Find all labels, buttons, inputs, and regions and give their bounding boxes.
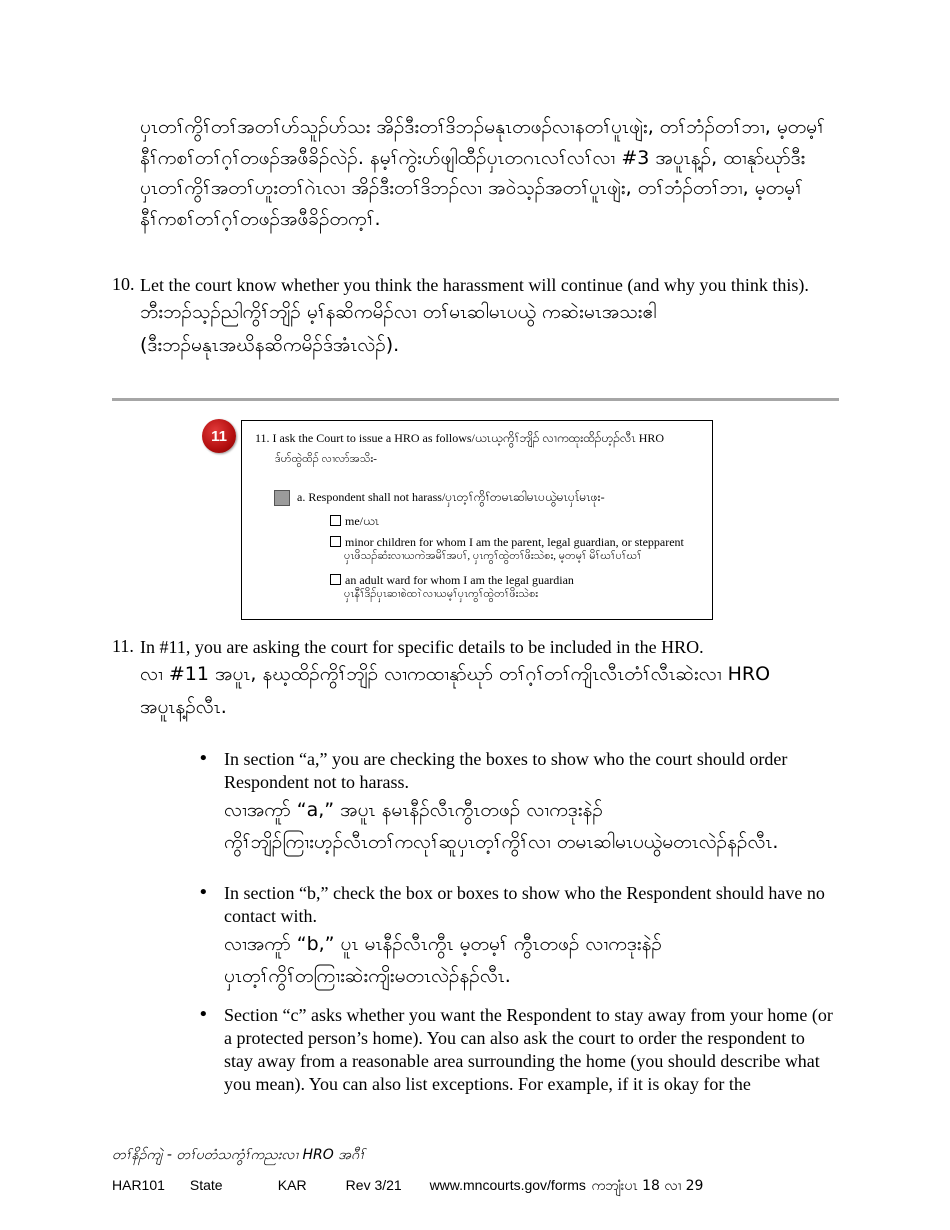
form-heading-en: 11. I ask the Court to issue a HRO as follows/ယၤယ့ကွိၢ်ဘျိၣ် လၢကထုးထိၣ်ဟ့ၣ်လီၤ HRO — [255, 431, 665, 445]
footer-language: KAR — [277, 1177, 307, 1193]
form-excerpt-image — [241, 420, 713, 620]
footer-revision: Rev 3/21 — [345, 1177, 402, 1193]
paragraph-line: ပှၤတၢ်ကွိၢ်တၢ်အတၢ်ဟ်သူၣ်ဟ်သး အိၣ်ဒီးတၢ်ဒိဘၣ်မနုၤတဖၣ်လၢနတၢ်ပူၤဖျဲး, တၢ်ဘံၣ်တၢ်ဘၢ, မ့တမ့ၢ် — [140, 116, 825, 138]
bullet-icon: • — [198, 882, 209, 903]
bullet-section-c — [198, 1004, 838, 1096]
checkbox-icon — [330, 574, 341, 585]
instruction-item-10 — [112, 274, 842, 362]
item-text-kar: (ဒီးဘၣ်မနုၤအဃိနဆိကမိၣ်ဒ်အံၤလဲၣ်). — [140, 334, 400, 356]
footer-form-id: HAR101 — [112, 1177, 165, 1193]
item-text-en: In #11, you are asking the court for specific details to be included in the HRO. — [140, 637, 704, 657]
item-number-badge: 11 — [202, 419, 236, 453]
item-text-kar: လၢ #11 အပူၤ, နဃ့ထိၣ်ကွိၢ်ဘျိၣ် လၢကထၢနုာ်ဃုာ် တၢ်ဂ့ၢ်တၢ်ကျိၤလီၤတံၢ်လီၤဆဲးလၢ HRO — [140, 663, 771, 685]
bullet-icon: • — [198, 1004, 209, 1025]
item-number: 11. — [112, 636, 134, 656]
form-suboption-ward — [330, 573, 574, 587]
form-suboption-minor-kar: ပှၤဖိသၣ်ဆံးလၢယကဲအမိၢ်အပၢ်, ပှၤကွၢ်ထွဲတၢ်ဖိးသဲစး, မ့တမ့ၢ် မိၢ်ဃၢ်ပၢ်ဃၢ် — [344, 550, 642, 562]
checkbox-option-a — [274, 490, 290, 506]
item-text-kar: ဘီးဘၣ်သ့ၣ်ညါကွိၢ်ဘျိၣ် မ့ၢ်နဆိကမိၣ်လၢ တၢ်မၤဆါမၤပယွဲ ကဆဲးမၤအသးဧါ — [140, 301, 657, 323]
item-text-kar: အပူၤန့ၣ်လီၤ. — [140, 696, 227, 718]
page-footer — [112, 1145, 703, 1197]
bullet-text-en: Section “c” asks whether you want the Respondent to stay away from your home (or a protected person’s home). You can also ask the court to order the respondent to stay away from a reasonable area surrounding the home (you should describe what you mean). You can also list exceptions. For example, if it is okay for the — [224, 1005, 833, 1094]
form-suboption-minor — [330, 535, 684, 549]
suboption-label: me/ယၤ — [345, 514, 380, 528]
instruction-item-11 — [112, 636, 842, 724]
checkbox-icon — [330, 536, 341, 547]
item-text-en: Let the court know whether you think the harassment will continue (and why you think this). — [140, 275, 809, 295]
paragraph-line: ပှၤတၢ်ကွိၢ်အတၢ်ဟူးတၢ်ဂဲၤလၢ အိၣ်ဒီးတၢ်ဒိဘၣ်လၢ အဝဲသ့ၣ်အတၢ်ပူၤဖျဲး, တၢ်ဘံၣ်တၢ်ဘၢ, မ့တမ့ၢ် — [140, 177, 803, 199]
form-heading-kar: ဒ်ဟ်ထွဲထိၣ် လၢလာ်အသိး- — [275, 453, 377, 465]
form-option-a: a. Respondent shall not harass/ပှၤတ့ၢ်ကွိၢ်တမၤဆါမၤပယွဲမၤပှၤ်မၤဖုး- — [297, 490, 605, 504]
bullet-text-kar: လၢအကူာ် “b,” ပူၤ မၤနီၣ်လီၤကွီၤ မ့တမ့ၢ် ကွီၤတဖၣ် လၢကဒုးနဲၣ် — [224, 933, 662, 955]
suboption-label: an adult ward for whom I am the legal guardian — [345, 573, 574, 587]
bullet-text-en: In section “a,” you are checking the boxes to show who the court should order Respondent not to harass. — [224, 749, 788, 792]
paragraph-line: နီၢ်ကစၢ်တၢ်ဂ့ၢ်တဖၣ်အဖီခိၣ်တက့ၢ်. — [140, 207, 381, 230]
continuation-paragraph — [140, 112, 840, 234]
form-suboption-me — [330, 514, 379, 528]
paragraph-line: နီၢ်ကစၢ်တၢ်ဂ့ၢ်တဖၣ်အဖီခိၣ်လဲၣ်. နမ့ၢ်ကွဲးဟ်ဖျါထီၣ်ပှၤတဂၤလၢ်လၢ်လၢ #3 အပူၤန့ၣ်, ထၢနုာ်ဃုာ်ဒီး — [140, 146, 806, 169]
footer-page-number: ကဘျံးပၤ 18 လၢ 29 — [591, 1178, 704, 1194]
bullet-section-b — [198, 882, 838, 992]
footer-url: www.mncourts.gov/forms — [429, 1177, 586, 1193]
item-number: 10. — [112, 274, 135, 294]
bullet-text-kar: ကွိၢ်ဘျိၣ်ကြၢးဟ့ၣ်လီၤတၢ်ကလုၢ်ဆူပှၤတ့ၢ်ကွိၢ်လၢ တမၤဆါမၤပယွဲမတၤလဲၣ်နၣ်လီၤ. — [224, 831, 779, 853]
checkbox-icon — [330, 515, 341, 526]
suboption-label: minor children for whom I am the parent, legal guardian, or stepparent — [345, 535, 684, 549]
bullet-text-en: In section “b,” check the box or boxes to show who the Respondent should have no contact with. — [224, 883, 825, 926]
section-divider — [112, 398, 839, 401]
bullet-icon: • — [198, 748, 209, 769]
form-suboption-ward-kar: ပှၤနီၢ်ဒိၣ်ပှၤဆၢစဲထၢဲ လၢယမ့ၢ်ပှၤကွၢ်ထွဲတၢ်ဖိးသဲစး — [344, 588, 539, 600]
footer-state: State — [189, 1177, 223, 1193]
bullet-section-a — [198, 748, 838, 858]
bullet-text-kar: ပှၤတ့ၢ်ကွိၢ်တကြၢးဆဲးကျိးမတၤလဲၣ်နၣ်လီၤ. — [224, 965, 511, 987]
bullet-text-kar: လၢအကူာ် “a,” အပူၤ နမၤနီၣ်လီၤကွီၤတဖၣ် လၢကဒုးနဲၣ် — [224, 799, 603, 821]
footer-title: တၢ်နိၣ်ကျဲ - တၢ်ပတံသကွံၢ်ကညးလၢ HRO အဂီၢ် — [112, 1147, 365, 1163]
